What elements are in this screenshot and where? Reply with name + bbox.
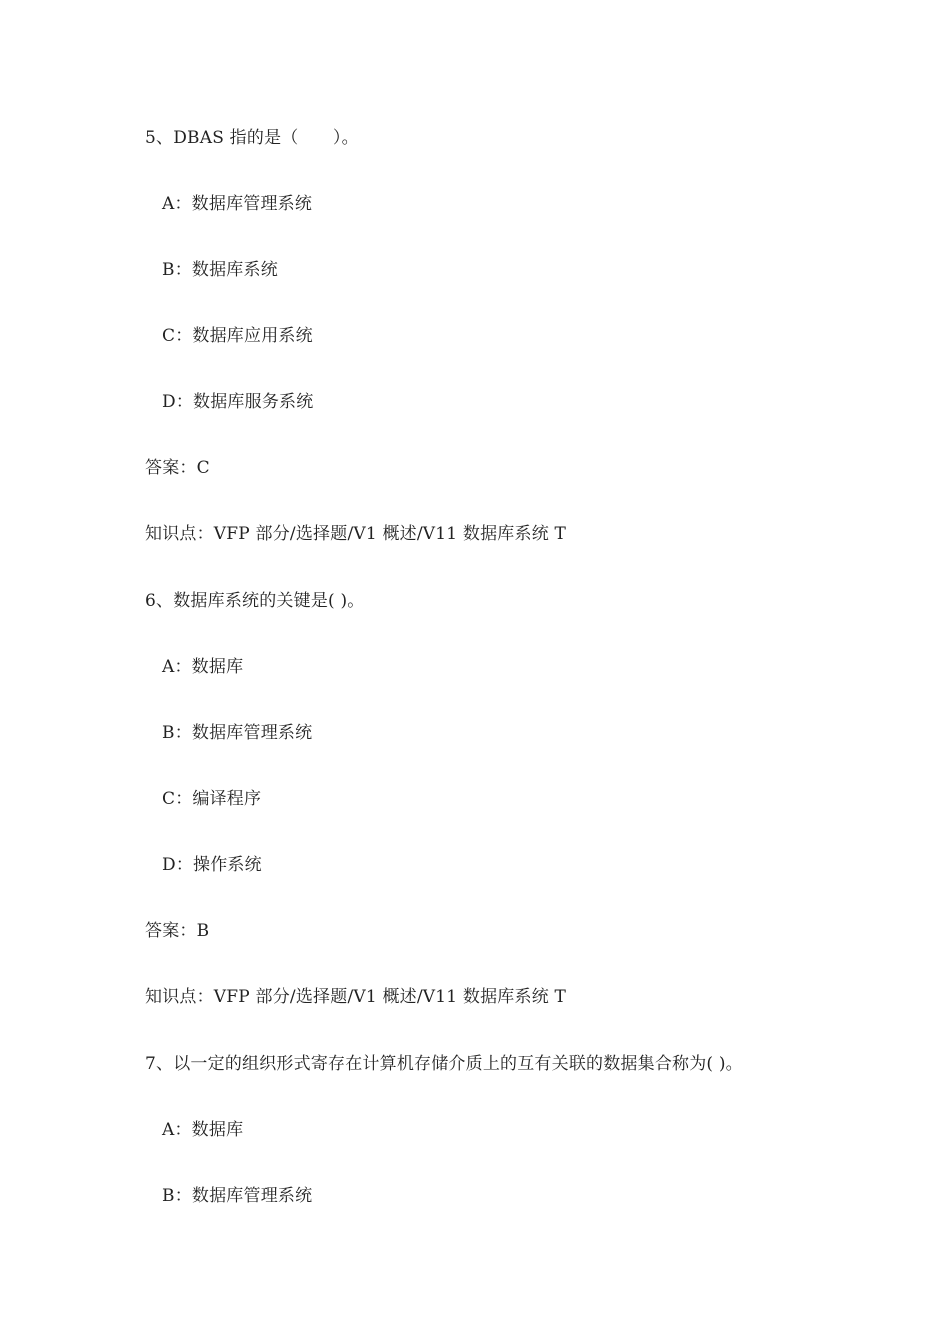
question-6-answer: 答案：B	[145, 921, 210, 941]
question-6-option-a: A：数据库	[162, 657, 244, 677]
question-5-option-b: B：数据库系统	[162, 260, 278, 280]
question-5-option-a: A：数据库管理系统	[162, 194, 313, 214]
question-5-stem: 5、DBAS 指的是（ ）。	[145, 128, 359, 148]
question-5-option-c: C：数据库应用系统	[162, 326, 313, 346]
question-6-option-d: D：操作系统	[162, 855, 262, 875]
question-7-option-b: B：数据库管理系统	[162, 1186, 313, 1206]
question-7-stem: 7、以一定的组织形式寄存在计算机存储介质上的互有关联的数据集合称为( )。	[145, 1054, 743, 1074]
question-6-option-b: B：数据库管理系统	[162, 723, 313, 743]
question-7-option-a: A：数据库	[162, 1120, 244, 1140]
question-5-knowledge-point: 知识点：VFP 部分/选择题/V1 概述/V11 数据库系统 T	[145, 524, 567, 544]
question-5-answer: 答案：C	[145, 458, 210, 478]
question-6-knowledge-point: 知识点：VFP 部分/选择题/V1 概述/V11 数据库系统 T	[145, 987, 567, 1007]
question-6-option-c: C：编译程序	[162, 789, 262, 809]
question-5-option-d: D：数据库服务系统	[162, 392, 314, 412]
question-6-stem: 6、数据库系统的关键是( )。	[145, 591, 365, 611]
